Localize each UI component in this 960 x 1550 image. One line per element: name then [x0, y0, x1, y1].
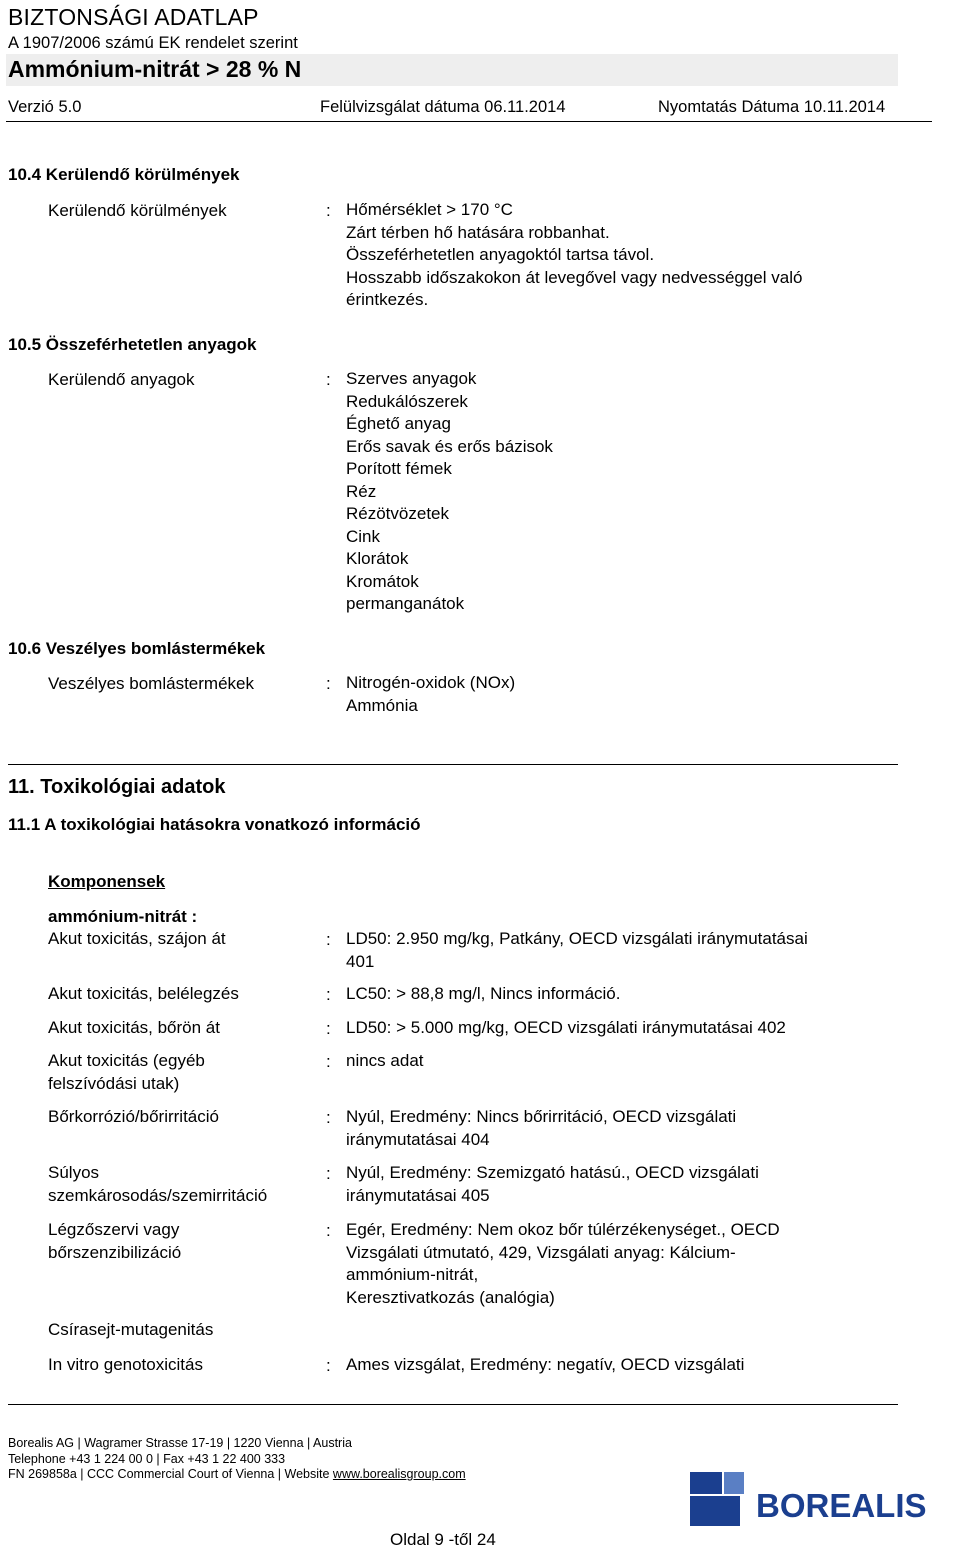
value-line: Hőmérséklet > 170 °C: [346, 200, 513, 219]
label-line: Akut toxicitás (egyéb: [48, 1051, 205, 1070]
label-line: felszívódási utak): [48, 1073, 180, 1093]
section-11-heading: 11. Toxikológiai adatok: [8, 776, 226, 798]
value-line: Klorátok: [346, 549, 409, 568]
tox-row-colon: :: [326, 1221, 331, 1240]
value-line: Erős savak és erős bázisok: [346, 436, 553, 456]
page-number: Oldal 9 -től 24: [390, 1530, 496, 1549]
label-line: Akut toxicitás, szájon át: [48, 929, 226, 948]
tox-row-value: [346, 1219, 780, 1309]
value-line: Éghető anyag: [346, 414, 451, 433]
tox-row-colon: :: [326, 1164, 331, 1183]
value-line: Nyúl, Eredmény: Nincs bőrirritáció, OECD vizsgálati: [346, 1107, 737, 1126]
value-line: LD50: 2.950 mg/kg, Patkány, OECD vizsgálati iránymutatásai: [346, 929, 808, 948]
components-label: Komponensek: [48, 872, 166, 891]
value-line: Redukálószerek: [346, 391, 468, 411]
section-10-4-heading: 10.4 Kerülendő körülmények: [8, 165, 240, 184]
value-line: érintkezés.: [346, 290, 429, 309]
section-10-6-colon: :: [326, 674, 331, 693]
value-line: iránymutatásai 404: [346, 1129, 490, 1149]
tox-row-label: [48, 1050, 205, 1095]
tox-row-value: [346, 1162, 759, 1207]
value-line: LD50: > 5.000 mg/kg, OECD vizsgálati iránymutatásai 402: [346, 1018, 786, 1037]
value-line: ammónium-nitrát,: [346, 1265, 479, 1284]
section-11-divider: [8, 764, 898, 765]
value-line: Vizsgálati útmutató, 429, Vizsgálati anyag: Kálcium-: [346, 1242, 736, 1262]
section-10-6-value: [346, 672, 515, 717]
section-10-4-value: [346, 199, 802, 312]
product-name: Ammónium-nitrát > 28 % N: [8, 56, 302, 82]
label-line: bőrszenzibilizáció: [48, 1242, 182, 1262]
section-11-1-heading: 11.1 A toxikológiai hatásokra vonatkozó információ: [8, 815, 421, 834]
tox-row-label: [48, 1017, 220, 1040]
label-line: In vitro genotoxicitás: [48, 1355, 203, 1374]
tox-row-colon: :: [326, 1108, 331, 1127]
value-line: Ames vizsgálat, Eredmény: negatív, OECD vizsgálati: [346, 1355, 745, 1374]
component-name: ammónium-nitrát :: [48, 907, 198, 926]
tox-row-colon: :: [326, 985, 331, 1004]
label-line: Bőrkorrózió/bőrirritáció: [48, 1107, 219, 1126]
revision-date: Felülvizsgálat dátuma 06.11.2014: [320, 98, 566, 116]
value-line: Hosszabb időszakokon át levegővel vagy nedvességgel való: [346, 267, 803, 287]
label-line: Légzőszervi vagy: [48, 1220, 180, 1239]
value-line: LC50: > 88,8 mg/l, Nincs információ.: [346, 984, 621, 1003]
value-line: nincs adat: [346, 1051, 424, 1070]
value-line: Porított fémek: [346, 459, 452, 478]
tox-row-label: [48, 1106, 219, 1129]
tox-row-colon: :: [326, 1356, 331, 1375]
document-title: BIZTONSÁGI ADATLAP: [8, 4, 259, 30]
tox-row-label: [48, 983, 239, 1006]
tox-row-colon: :: [326, 930, 331, 949]
value-line: Rézötvözetek: [346, 504, 449, 523]
tox-row-label: [48, 1219, 181, 1264]
footer-address: Borealis AG | Wagramer Strasse 17-19 | 1220 Vienna | Austria: [8, 1436, 352, 1450]
value-line: Keresztivatkozás (analógia): [346, 1287, 555, 1307]
tox-row-value: [346, 1354, 744, 1377]
section-10-5-value: [346, 368, 553, 616]
value-line: permanganátok: [346, 594, 465, 613]
tox-row-colon: :: [326, 1052, 331, 1071]
label-line: Akut toxicitás, bőrön át: [48, 1018, 220, 1037]
header-divider: [6, 121, 932, 122]
label-line: Súlyos: [48, 1163, 100, 1182]
tox-row-label: [48, 1319, 213, 1342]
footer-registry: [8, 1467, 466, 1481]
website-link[interactable]: www.borealisgroup.com: [332, 1467, 466, 1481]
tox-row-label: [48, 1162, 267, 1207]
value-line: Ammónia: [346, 695, 418, 715]
footer-divider: [8, 1404, 898, 1405]
print-date: Nyomtatás Dátuma 10.11.2014: [658, 98, 886, 116]
tox-row-value: [346, 1106, 736, 1151]
tox-row-label: [48, 928, 226, 951]
regulation-text: A 1907/2006 számú EK rendelet szerint: [8, 34, 298, 52]
label-line: szemkárosodás/szemirritáció: [48, 1185, 268, 1205]
tox-row-label: [48, 1354, 203, 1377]
tox-row-value: [346, 1017, 786, 1040]
value-line: Cink: [346, 526, 381, 546]
version-text: Verzió 5.0: [8, 98, 82, 116]
value-line: Szerves anyagok: [346, 369, 477, 388]
section-10-4-label: Kerülendő körülmények: [48, 201, 227, 220]
tox-row-value: [346, 928, 808, 973]
borealis-mark-icon: [690, 1472, 744, 1526]
logo-wordmark: BOREALIS: [756, 1487, 927, 1524]
value-line: Nitrogén-oxidok (NOx): [346, 673, 516, 692]
value-line: Réz: [346, 481, 377, 501]
section-10-6-heading: 10.6 Veszélyes bomlástermékek: [8, 639, 266, 658]
section-10-4-colon: :: [326, 201, 331, 220]
label-line: Akut toxicitás, belélegzés: [48, 984, 239, 1003]
value-line: Egér, Eredmény: Nem okoz bőr túlérzékenységet., OECD: [346, 1220, 780, 1239]
value-line: Kromátok: [346, 571, 419, 591]
value-line: iránymutatásai 405: [346, 1185, 490, 1205]
value-line: Nyúl, Eredmény: Szemizgató hatású., OECD vizsgálati: [346, 1163, 759, 1182]
tox-row-value: [346, 983, 620, 1006]
section-10-5-label: Kerülendő anyagok: [48, 370, 195, 389]
label-line: Csírasejt-mutagenitás: [48, 1320, 214, 1339]
value-line: Összeférhetetlen anyagoktól tartsa távol.: [346, 245, 655, 264]
footer-phone: Telephone +43 1 224 00 0 | Fax +43 1 22 400 333: [8, 1452, 286, 1466]
borealis-logo: [690, 1472, 954, 1526]
section-10-6-label: Veszélyes bomlástermékek: [48, 674, 254, 693]
value-line: 401: [346, 951, 375, 971]
footer-registry-text: FN 269858a | CCC Commercial Court of Vienna | Website: [8, 1467, 333, 1481]
section-10-5-heading: 10.5 Összeférhetetlen anyagok: [8, 335, 257, 354]
value-line: Zárt térben hő hatására robbanhat.: [346, 222, 610, 242]
tox-row-value: [346, 1050, 424, 1073]
section-10-5-colon: :: [326, 370, 331, 389]
tox-row-colon: :: [326, 1019, 331, 1038]
